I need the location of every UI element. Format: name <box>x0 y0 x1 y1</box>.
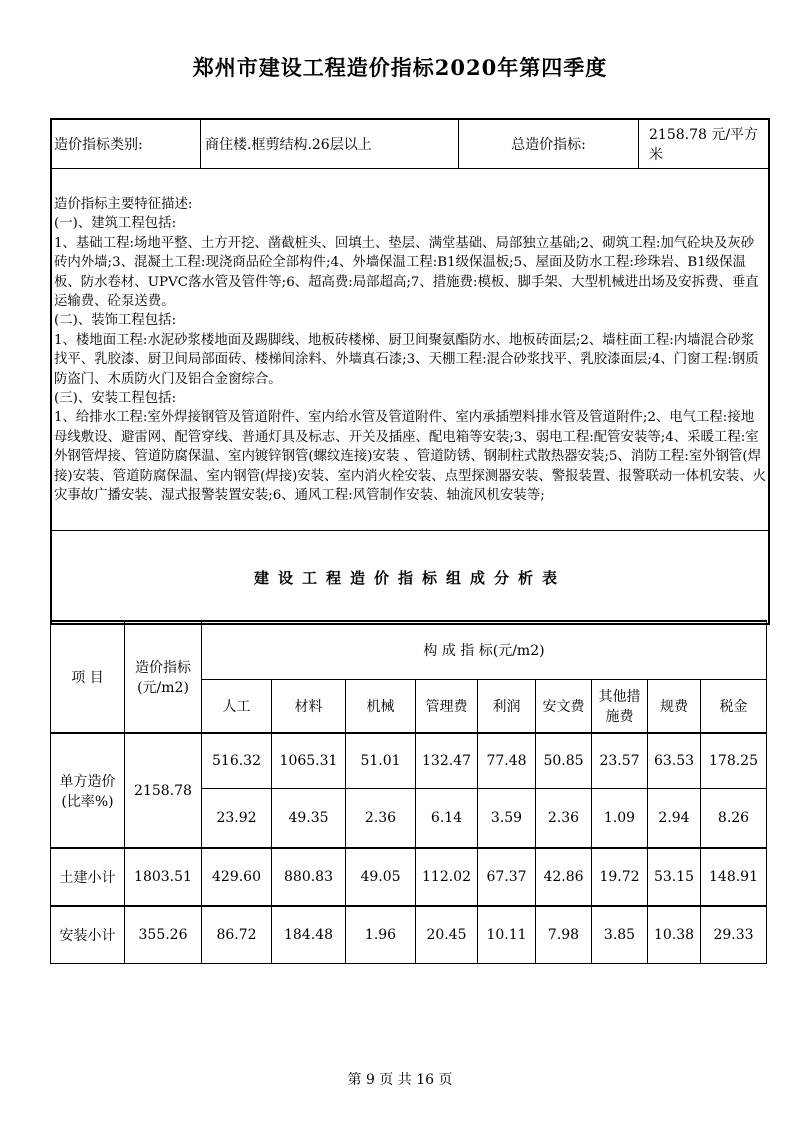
table-cell: 880.83 <box>272 848 346 906</box>
table-cell: 42.86 <box>536 848 592 906</box>
description-line: (三)、安装工程包括: <box>54 391 177 407</box>
table-cell: 1.09 <box>592 788 648 848</box>
description-line: (一)、建筑工程包括: <box>54 216 177 232</box>
total-value: 2158.78 元/平方米 <box>649 127 759 163</box>
table-cell: 8.26 <box>701 788 767 848</box>
column-header: 税金 <box>701 679 767 733</box>
table-cell: 3.85 <box>592 906 648 963</box>
table-row <box>51 733 767 788</box>
table-cell: 7.98 <box>536 906 592 963</box>
table-cell: 429.60 <box>202 848 272 906</box>
column-header: 规费 <box>648 679 701 733</box>
table-cell: 132.47 <box>416 733 478 788</box>
table-cell: 178.25 <box>701 733 767 788</box>
item-header: 项 目 <box>51 621 125 733</box>
table-row <box>51 848 767 906</box>
row-total: 1803.51 <box>125 848 202 906</box>
description-line: 造价指标主要特征描述: <box>54 197 193 212</box>
table-cell: 77.48 <box>478 733 536 788</box>
column-header: 管理费 <box>416 679 478 733</box>
table-cell: 2.36 <box>346 788 416 848</box>
table-cell: 49.05 <box>346 848 416 906</box>
table-cell: 184.48 <box>272 906 346 963</box>
category-label: 造价指标类别: <box>52 120 201 168</box>
table-cell: 23.92 <box>202 788 272 848</box>
row-label: 安装小计 <box>51 906 125 963</box>
table-cell: 63.53 <box>648 733 701 788</box>
table-cell: 2.94 <box>648 788 701 848</box>
column-header: 利润 <box>478 679 536 733</box>
total-label: 总造价指标: <box>459 120 639 168</box>
index-frame <box>50 118 770 625</box>
description-block <box>52 169 768 531</box>
table-cell: 53.15 <box>648 848 701 906</box>
table-cell: 2.36 <box>536 788 592 848</box>
table-cell: 29.33 <box>701 906 767 963</box>
table-cell: 86.72 <box>202 906 272 963</box>
column-header: 其他措施费 <box>592 679 648 733</box>
column-header: 材料 <box>272 679 346 733</box>
row-total: 355.26 <box>125 906 202 963</box>
header-row <box>52 120 768 169</box>
row-label: 土建小计 <box>51 848 125 906</box>
column-header: 人工 <box>202 679 272 733</box>
category-value: 商住楼.框剪结构.26层以上 <box>201 120 459 168</box>
table-cell: 516.32 <box>202 733 272 788</box>
section-title: 建设工程造价指标组成分析表 <box>253 568 566 587</box>
table-cell: 20.45 <box>416 906 478 963</box>
table-row <box>51 906 767 963</box>
table-cell: 1.96 <box>346 906 416 963</box>
page-number: 第 9 页 共 16 页 <box>347 1072 453 1088</box>
table-cell: 6.14 <box>416 788 478 848</box>
row-label: 单方造价(比率%) <box>51 733 125 848</box>
page-title: 郑州市建设工程造价指标2020年第四季度 <box>192 55 608 80</box>
table-cell: 51.01 <box>346 733 416 788</box>
description-line: 1、楼地面工程:水泥砂浆楼地面及踢脚线、地板砖楼梯、厨卫间聚氨酯防水、地板砖面层;2、墙柱面工程:内墙混合砂浆找平、乳胶漆、厨卫间局部面砖、楼梯间涂料、外墙真石漆;3、天棚工程:混合砂浆找平、乳胶漆面层;4、门窗工程:钢质防盗门、木质防火门及铝合金窗综合。 <box>54 332 759 387</box>
table-cell: 67.37 <box>478 848 536 906</box>
table-cell: 10.38 <box>648 906 701 963</box>
column-header: 机械 <box>346 679 416 733</box>
table-cell: 1065.31 <box>272 733 346 788</box>
row-total: 2158.78 <box>125 733 202 848</box>
table-cell: 50.85 <box>536 733 592 788</box>
table-cell: 112.02 <box>416 848 478 906</box>
table-cell: 148.91 <box>701 848 767 906</box>
column-header: 安文费 <box>536 679 592 733</box>
description-line: 1、基础工程:场地平整、土方开挖、凿截桩头、回填土、垫层、满堂基础、局部独立基础;2、砌筑工程:加气砼块及灰砂砖内外墙;3、混凝土工程:现浇商品砼全部构件;4、外墙保温工程:B1级保温板;5、屋面及防水工程:珍珠岩、B1级保温板、防水卷材、UPVC落水管及管件等;6、超高费:局部超高;7、措施费:模板、脚手架、大型机械进出场及安拆费、垂直运输费、砼泵送费。 <box>54 235 759 310</box>
table-cell: 3.59 <box>478 788 536 848</box>
table-cell: 19.72 <box>592 848 648 906</box>
composition-header: 构 成 指 标(元/m2) <box>202 621 767 679</box>
table-cell: 10.11 <box>478 906 536 963</box>
index-header: 造价指标(元/m2) <box>125 621 202 733</box>
description-line: (二)、装饰工程包括: <box>54 313 177 329</box>
table-cell: 23.57 <box>592 733 648 788</box>
analysis-table <box>50 620 767 964</box>
description-line: 1、给排水工程:室外焊接钢管及管道附件、室内给水管及管道附件、室内承插塑料排水管及管道附件;2、电气工程:接地母线敷设、避雷网、配管穿线、普通灯具及标志、开关及插座、配电箱等安装;3、弱电工程:配管安装等;4、采暖工程:室外钢管焊接、管道防腐保温、室内镀锌钢管(螺纹连接)安装 、管道防锈、钢制柱式散热器安装;5、消防工程:室外钢管(焊接)安装、管道防腐保温、室内钢管(焊接)安装、室内消火栓安装、点型探测器安装、警报装置、报警联动一体机安装、火灾事故广播安装、湿式报警装置安装;6、通风工程:风管制作安装、轴流风机安装等; <box>54 410 766 504</box>
table-cell: 49.35 <box>272 788 346 848</box>
